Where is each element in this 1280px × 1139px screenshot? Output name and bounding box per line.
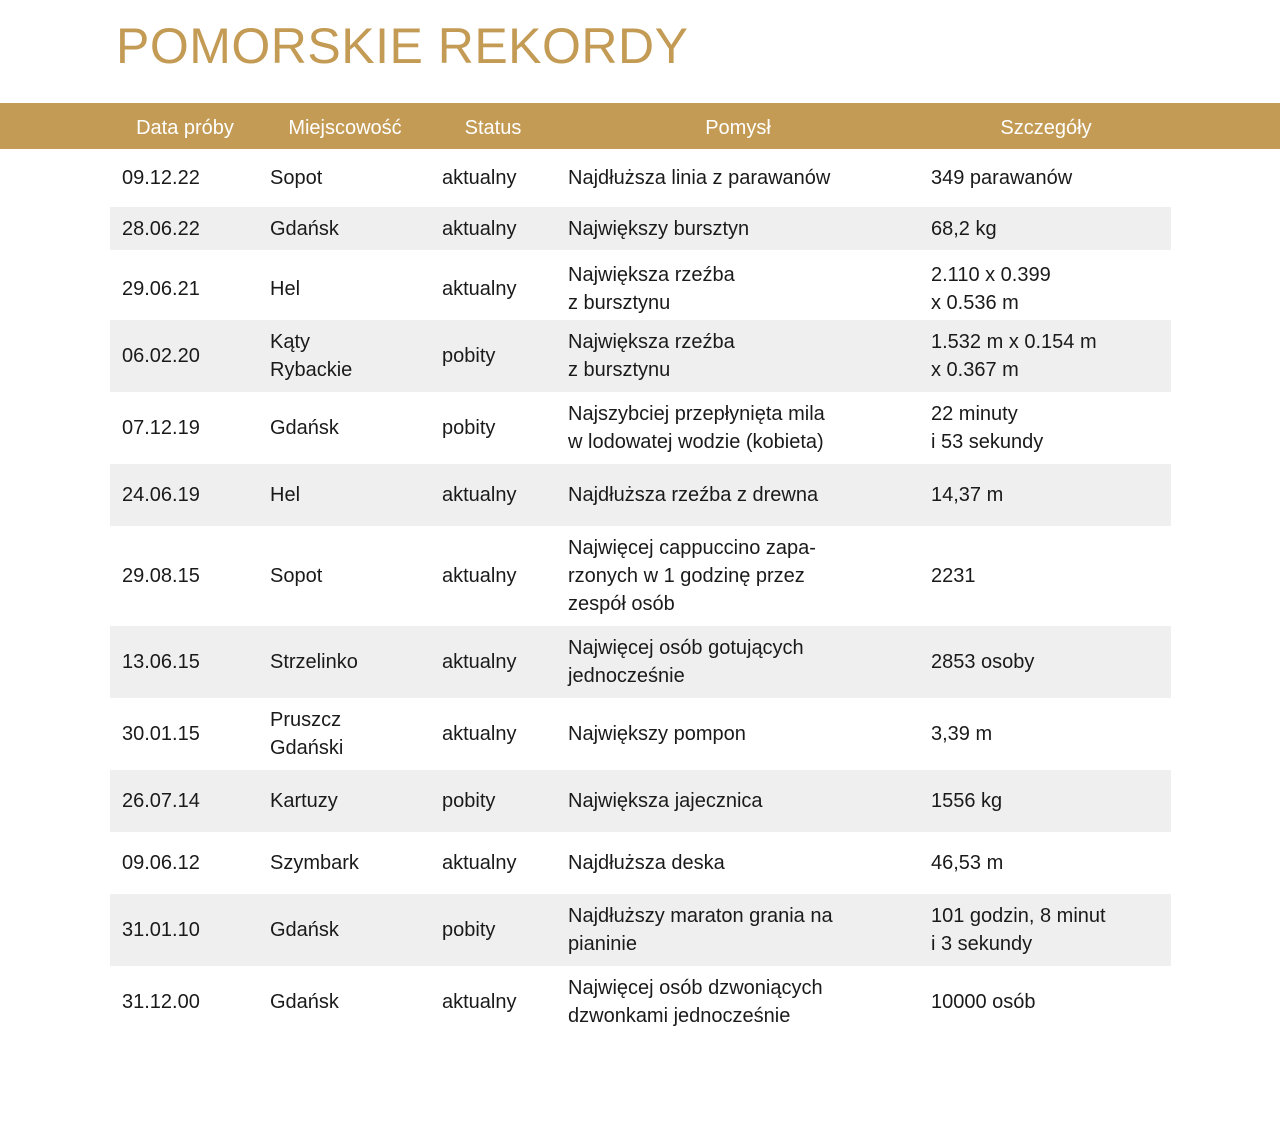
page-title: POMORSKIE REKORDY [116,18,689,74]
cell-detail: 3,39 m [931,723,993,745]
column-header-detail: Szczegóły [1000,117,1092,139]
cell-date: 31.12.00 [122,991,200,1013]
cell-date: 24.06.19 [122,484,200,506]
cell-status: aktualny [442,565,517,587]
cell-place: Gdańsk [270,417,339,439]
table-header [0,103,1280,149]
cell-idea: Najdłuższa linia z parawanów [568,167,831,189]
cell-place: Kąty Rybackie [270,331,353,381]
cell-status: aktualny [442,723,517,745]
cell-status: pobity [442,417,496,439]
cell-detail: 2.110 x 0.399 x 0.536 m [931,264,1051,314]
cell-status: aktualny [442,651,517,673]
cell-detail: 22 minuty i 53 sekundy [931,403,1044,453]
cell-detail: 349 parawanów [931,167,1073,189]
cell-place: Kartuzy [270,790,338,812]
table-row [110,626,1171,698]
table-row [110,698,1171,770]
table-row [110,966,1171,1038]
cell-date: 29.06.21 [122,278,200,300]
cell-idea: Największa rzeźba z bursztynu [568,331,735,381]
cell-detail: 2853 osoby [931,651,1035,673]
cell-detail: 1.532 m x 0.154 m x 0.367 m [931,331,1097,381]
cell-status: aktualny [442,217,517,240]
table-row [110,207,1171,250]
column-header-date: Data próby [136,117,234,139]
cell-date: 29.08.15 [122,565,200,587]
cell-status: aktualny [442,484,517,506]
cell-idea: Najwięcej osób gotujących jednocześnie [568,637,804,687]
cell-place: Gdańsk [270,217,339,240]
table-row [110,894,1171,966]
cell-detail: 1556 kg [931,790,1003,812]
cell-status: pobity [442,790,496,812]
cell-date: 09.06.12 [122,852,200,874]
cell-status: aktualny [442,278,517,300]
cell-place: Sopot [270,565,323,587]
column-header-status: Status [464,117,522,139]
cell-date: 07.12.19 [122,417,200,439]
cell-idea: Najszybciej przepłynięta mila w lodowatej wodzie (kobieta) [568,403,825,453]
cell-place: Szymbark [270,852,359,874]
cell-idea: Najdłuższa rzeźba z drewna [568,484,819,506]
cell-detail: 101 godzin, 8 minut i 3 sekundy [931,905,1106,955]
cell-status: pobity [442,345,496,367]
cell-date: 28.06.22 [122,217,200,240]
cell-idea: Najdłuższa deska [568,852,725,874]
table-row [110,149,1171,207]
table-row [110,526,1171,626]
cell-status: aktualny [442,991,517,1013]
cell-date: 26.07.14 [122,790,200,812]
cell-idea: Największa rzeźba z bursztynu [568,264,735,314]
cell-detail: 14,37 m [931,484,1004,506]
cell-place: Pruszcz Gdański [270,709,344,759]
cell-place: Strzelinko [270,651,358,673]
table-row [110,832,1171,894]
table-row [110,258,1171,320]
cell-detail: 2231 [931,565,976,587]
cell-status: aktualny [442,167,517,189]
cell-place: Hel [270,278,301,300]
cell-idea: Największy pompon [568,723,746,745]
column-header-place: Miejscowość [288,117,402,139]
table-row [110,464,1171,526]
cell-place: Sopot [270,167,323,189]
table-row [110,770,1171,832]
cell-date: 06.02.20 [122,345,200,367]
table-row [110,320,1171,392]
cell-idea: Najwięcej cappuccino zapa- rzonych w 1 godzinę przez zespół osób [568,537,816,615]
cell-date: 09.12.22 [122,167,200,189]
column-header-idea: Pomysł [705,117,771,139]
cell-date: 30.01.15 [122,723,200,745]
cell-place: Gdańsk [270,919,339,941]
cell-detail: 68,2 kg [931,217,997,240]
cell-date: 31.01.10 [122,919,200,941]
cell-status: aktualny [442,852,517,874]
cell-status: pobity [442,919,496,941]
cell-idea: Najwięcej osób dzwoniących dzwonkami jednocześnie [568,977,823,1027]
records-table [110,149,1171,1038]
cell-idea: Najdłuższy maraton grania na pianinie [568,905,833,955]
cell-detail: 10000 osób [931,991,1036,1013]
cell-detail: 46,53 m [931,852,1004,874]
cell-place: Hel [270,484,301,506]
cell-date: 13.06.15 [122,651,200,673]
table-row [110,392,1171,464]
cell-idea: Największa jajecznica [568,790,763,812]
cell-idea: Największy bursztyn [568,217,750,240]
cell-place: Gdańsk [270,991,339,1013]
